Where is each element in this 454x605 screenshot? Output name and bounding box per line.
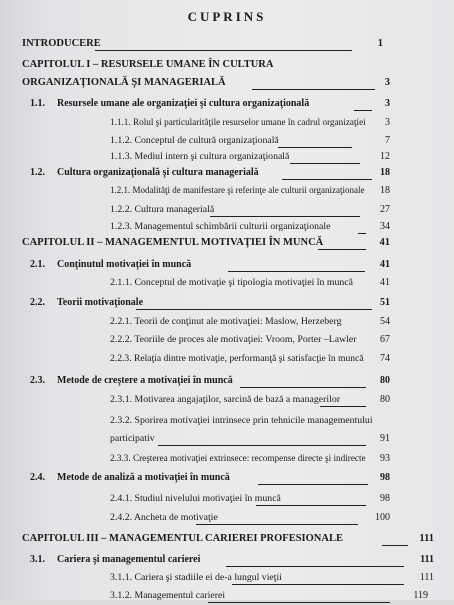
toc-entry (0, 184, 454, 200)
toc-page-number: 3 (384, 77, 390, 88)
toc-page-number: 100 (375, 512, 390, 523)
toc-entry (0, 236, 454, 252)
toc-entry (0, 97, 454, 113)
toc-entry (0, 553, 454, 569)
toc-entry-title: 1.1.2. Conceptul de cultură organizaţională (110, 135, 279, 146)
toc-page-number: 41 (380, 277, 390, 288)
toc-entry (0, 374, 454, 390)
toc-entry-title: 1.2.3. Managementul schimbării culturii organizaţionale (110, 221, 331, 232)
toc-entry (0, 116, 454, 132)
toc-entry-title: Cariera şi managementul carierei (57, 554, 201, 565)
toc-entry (0, 352, 454, 368)
toc-leader-line (318, 249, 366, 250)
toc-entry (0, 220, 454, 236)
toc-page-number: 80 (380, 394, 390, 405)
toc-page-number: 111 (419, 533, 434, 544)
toc-entry-title: Cultura organizaţională şi cultura managerială (57, 167, 259, 178)
toc-page-number: 91 (380, 433, 390, 444)
toc-leader-line (258, 484, 368, 485)
toc-page-number: 3 (385, 117, 390, 128)
toc-page-number: 12 (380, 151, 390, 162)
toc-entry (0, 511, 454, 527)
toc-entry (0, 37, 454, 53)
toc-section-number: 3.1. (30, 554, 45, 565)
toc-section-number: 1.2. (30, 167, 45, 178)
toc-entry-title: 3.1.2. Managementul carierei (110, 590, 226, 601)
toc-page-number: 74 (380, 353, 390, 364)
toc-entry-title: Metode de creştere a motivaţiei în muncă (57, 375, 233, 386)
toc-page-number: 7 (385, 135, 390, 146)
toc-section-number: 2.4. (30, 472, 45, 483)
toc-page-number: 41 (379, 237, 390, 248)
toc-entry-title: 2.4.1. Studiul nivelului motivaţiei în muncă (110, 493, 281, 504)
toc-entry (0, 432, 454, 448)
toc-entry (0, 166, 454, 182)
toc-page-number: 67 (380, 334, 390, 345)
toc-leader-line (228, 271, 365, 272)
toc-entry-title: CAPITOLUL III – MANAGEMENTUL CARIEREI PROFESIONALE (22, 533, 343, 544)
toc-page-number: 119 (413, 590, 428, 601)
toc-entry-title: Metode de analiză a motivaţiei în muncă (57, 472, 230, 483)
toc-page-number: 111 (419, 572, 434, 583)
toc-leader-line (196, 524, 358, 525)
toc-entry-title: 1.2.2. Cultura managerială (110, 204, 215, 215)
toc-entry-title: 2.2.2. Teoriile de proces ale motivaţiei: Vroom, Porter –Lawler (110, 334, 357, 345)
toc-entry (0, 492, 454, 508)
toc-entry-title: 1.2.1. Modalităţi de manifestare şi referinţe ale culturii organizaţionale (110, 185, 365, 195)
toc-entry (0, 315, 454, 331)
toc-entry-title: 2.2.1. Teorii de conţinut ale motivaţiei: Maslow, Herzeberg (110, 316, 342, 327)
toc-entry-title: 1.1.1. Rolul şi particularităţile resurselor umane în cadrul organizaţiei (110, 117, 366, 127)
toc-entry (0, 414, 454, 430)
toc-section-number: 2.3. (30, 375, 45, 386)
toc-page-number: 27 (380, 204, 390, 215)
toc-page-number: 80 (380, 375, 390, 386)
toc-page-number: 111 (420, 554, 434, 565)
toc-entry-title: 2.1.1. Conceptul de motivaţie şi tipologia motivaţiei în muncă (110, 277, 353, 288)
toc-entry (0, 134, 454, 150)
toc-entry (0, 76, 454, 92)
toc-page-number: 98 (380, 493, 390, 504)
toc-entry (0, 333, 454, 349)
toc-leader-line (210, 216, 360, 217)
toc-leader-line (256, 505, 366, 506)
toc-page-number: 18 (380, 185, 390, 196)
toc-entry-title: Conţinutul motivaţiei în muncă (57, 259, 192, 270)
toc-page-number: 98 (380, 472, 390, 483)
toc-leader-line (354, 110, 372, 111)
toc-leader-line (290, 163, 360, 164)
toc-entry (0, 589, 454, 605)
toc-entry (0, 258, 454, 274)
toc-page-number: 18 (380, 167, 390, 178)
toc-page-number: 51 (380, 297, 390, 308)
toc-entry (0, 471, 454, 487)
toc-leader-line (282, 179, 372, 180)
page-title: CUPRINS (187, 9, 267, 24)
toc-page-number: 93 (380, 453, 390, 464)
toc-entry (0, 203, 454, 219)
toc-leader-line (358, 233, 366, 234)
toc-leader-line (208, 602, 390, 603)
toc-leader-line (158, 445, 366, 446)
toc-entry-title: CAPITOLUL II – MANAGEMENTUL MOTIVAŢIEI ÎN MUNCĂ (22, 237, 324, 248)
toc-page-number: 1 (377, 38, 383, 49)
toc-leader-line (95, 50, 352, 51)
toc-leader-line (278, 147, 352, 148)
toc-entry-title: CAPITOLUL I – RESURSELE UMANE ÎN CULTURA (22, 59, 274, 70)
toc-leader-line (320, 406, 366, 407)
toc-leader-line (382, 545, 408, 546)
toc-leader-line (240, 387, 366, 388)
toc-section-number: 1.1. (30, 98, 45, 109)
toc-entry (0, 58, 454, 74)
toc-entry-title: ORGANIZAŢIONALĂ ŞI MANAGERIALĂ (22, 77, 226, 88)
toc-entry (0, 571, 454, 587)
toc-entry (0, 150, 454, 166)
toc-leader-line (252, 89, 375, 90)
toc-page-number: 54 (380, 316, 390, 327)
toc-entry-title: 3.1.1. Cariera şi stadiile ei de-a lungul vieţii (110, 572, 282, 583)
toc-entry (0, 296, 454, 312)
toc-entry-title: Teorii motivaţionale (57, 297, 144, 308)
toc-entry-title: 2.3.1. Motivarea angajaţilor, sarcină de bază a managerilor (110, 394, 341, 405)
toc-leader-line (232, 584, 404, 585)
toc-entry (0, 452, 454, 468)
toc-page-number: 41 (380, 259, 390, 270)
toc-entry-title: 2.3.3. Creşterea motivaţiei extrinsece: recompense directe şi indirecte (110, 453, 366, 463)
toc-entry-title: Resursele umane ale organizaţiei şi cultura organizaţională (57, 98, 310, 109)
toc-entry-title: 2.4.2. Ancheta de motivaţie (110, 512, 218, 523)
toc-entry-title: 2.3.2. Sporirea motivaţiei intrinsece prin tehnicile managementului (110, 415, 373, 426)
toc-section-number: 2.1. (30, 259, 45, 270)
toc-entry-title: 2.2.3. Relaţia dintre motivaţie, performanţă şi satisfacţie în muncă (110, 353, 364, 364)
toc-leader-line (136, 309, 372, 310)
toc-entry-title: INTRODUCERE (22, 38, 101, 49)
toc-entry (0, 276, 454, 292)
toc-page-number: 3 (385, 98, 390, 109)
toc-entry (0, 393, 454, 409)
toc-entry (0, 532, 454, 548)
toc-entry-title: 1.1.3. Mediul intern şi cultura organizaţională (110, 151, 290, 162)
toc-leader-line (226, 566, 404, 567)
toc-page-number: 34 (380, 221, 390, 232)
toc-section-number: 2.2. (30, 297, 45, 308)
toc-entry-title: participativ (110, 433, 155, 444)
